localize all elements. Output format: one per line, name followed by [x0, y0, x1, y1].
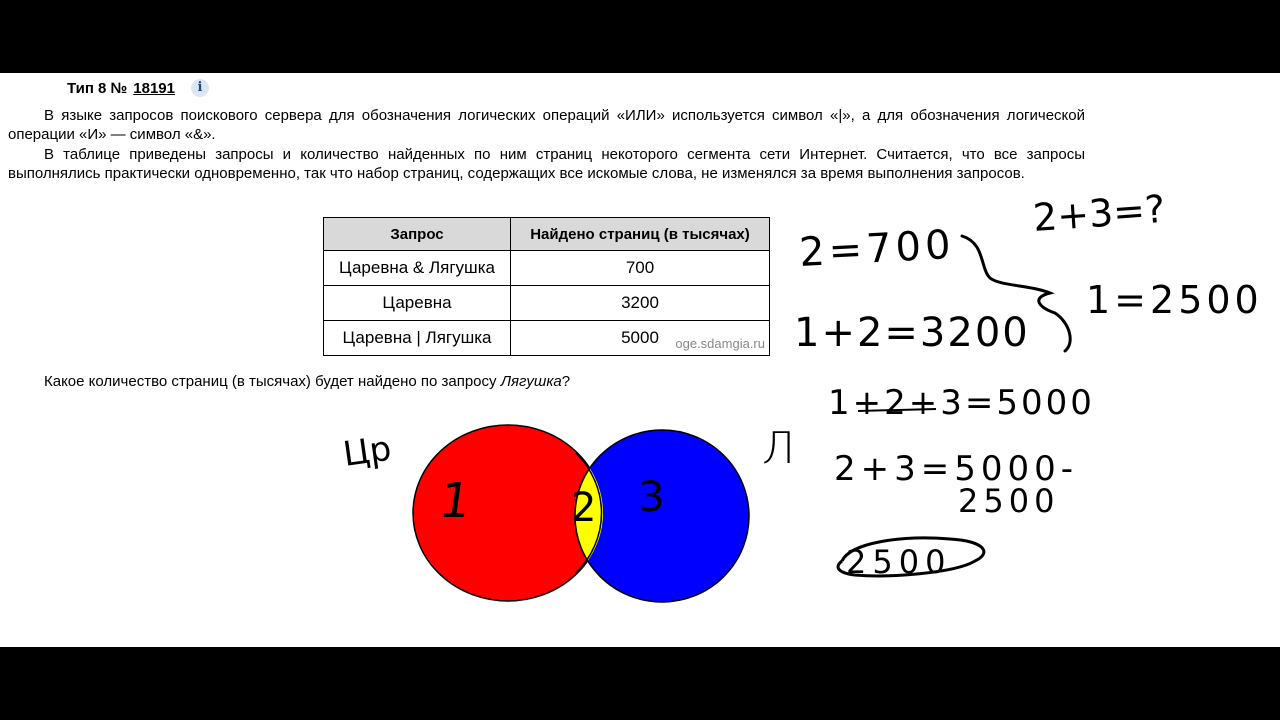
query-cell: Царевна & Лягушка — [324, 251, 511, 286]
pages-cell: 3200 — [511, 286, 770, 321]
video-letterbox-bottom — [0, 647, 1280, 720]
note-line-c: 2+3=? — [1031, 186, 1167, 240]
task-page — [0, 73, 1280, 647]
query-cell: Царевна | Лягушка — [324, 321, 511, 356]
column-header-pages: Найдено страниц (в тысячах) — [511, 218, 770, 251]
question-emphasis: Лягушка — [500, 373, 562, 390]
venn-diagram — [413, 425, 749, 602]
note-answer: 2500 — [846, 543, 952, 581]
note-line-d: 1=2500 — [1086, 278, 1263, 322]
venn-region-2: 2 — [571, 485, 597, 531]
pages-cell: 700 — [511, 251, 770, 286]
drawing-layer — [0, 73, 1280, 647]
site-watermark: oge.sdamgia.ru — [675, 336, 765, 351]
note-line-g: 2500 — [958, 482, 1060, 520]
task-number-link[interactable]: 18191 — [133, 79, 175, 97]
venn-region-1: 1 — [435, 473, 475, 529]
query-cell: Царевна — [324, 286, 511, 321]
note-line-a: 2=700 — [798, 221, 956, 276]
task-type-label: Тип 8 № — [67, 79, 128, 97]
video-letterbox-top — [0, 0, 1280, 73]
note-right-mark: Л — [762, 423, 796, 474]
info-icon[interactable]: i — [191, 79, 209, 97]
intro-text-2: В таблице приведены запросы и количество найденных по ним страниц некоторого сегмента сети Интернет. Считается, что все запросы выполнялись практически одновременно, так что набор страниц, содержащих все искомые слова, не изменялся за время выполнения запросов. — [8, 146, 1085, 182]
note-line-e: 1+2+3=5000 — [828, 383, 1095, 423]
note-left-mark: Цр — [340, 428, 394, 475]
question-suffix: ? — [561, 373, 571, 390]
note-line-b: 1+2=3200 — [794, 310, 1030, 356]
venn-region-3: 3 — [638, 472, 665, 521]
question-prefix: Какое количество страниц (в тысячах) будет найдено по запросу — [44, 373, 501, 390]
column-header-query: Запрос — [324, 218, 511, 251]
note-line-f: 2+3=5000- — [834, 449, 1079, 489]
intro-text-1: В языке запросов поискового сервера для обозначения логических операций «ИЛИ» используется символ «|», а для обозначения логической операции «И» — символ «&». — [8, 107, 1085, 143]
pages-value: 5000 — [621, 328, 659, 347]
